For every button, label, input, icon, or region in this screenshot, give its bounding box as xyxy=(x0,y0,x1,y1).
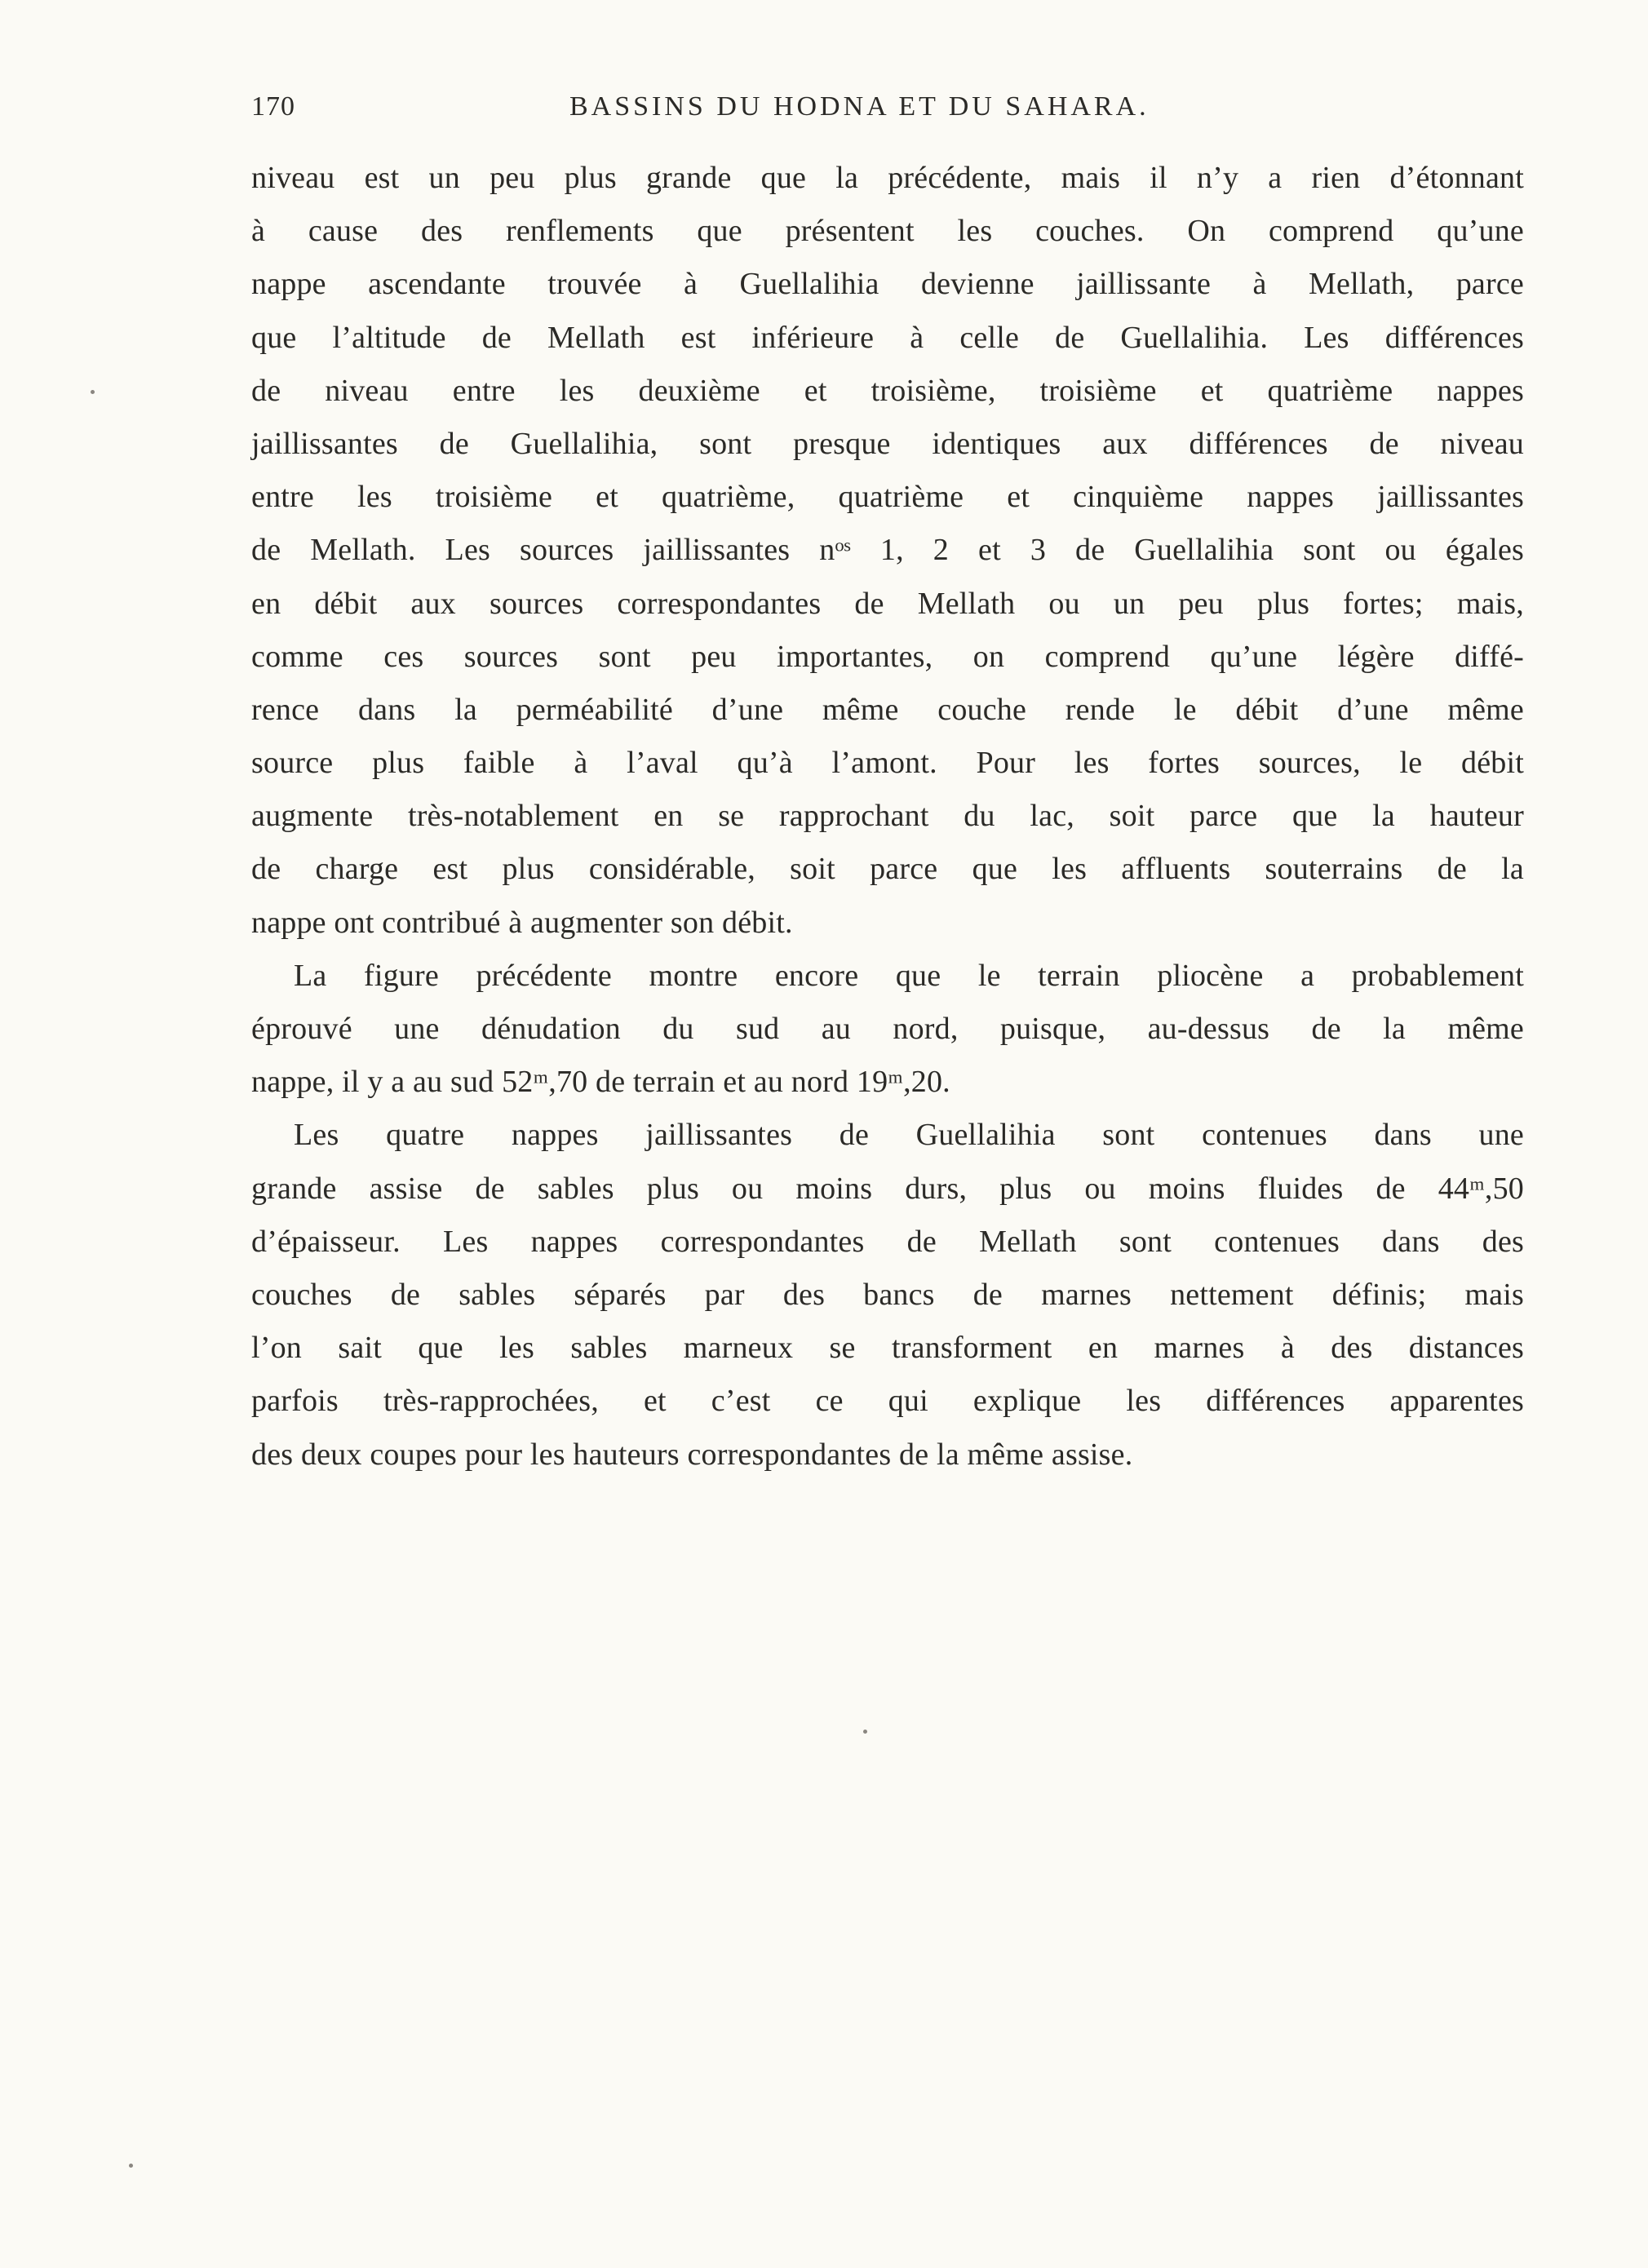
text-line: La figure précédente montre encore que le terrain pliocène a probablement xyxy=(294,958,1524,993)
text-line: niveau est un peu plus grande que la précédente, mais il n’y a rien d’étonnant xyxy=(251,161,1524,195)
text-line: nappe, il y a au sud 52ᵐ,70 de terrain et au nord 19ᵐ,20. xyxy=(251,1065,950,1100)
text-line: l’on sait que les sables marneux se transforment en marnes à des distances xyxy=(251,1331,1524,1366)
print-speck xyxy=(91,390,95,394)
running-title: BASSINS DU HODNA ET DU SAHARA. xyxy=(569,91,1150,122)
text-line: source plus faible à l’aval qu’à l’amont. Pour les fortes sources, le débit xyxy=(251,746,1524,781)
text-line: de niveau entre les deuxième et troisième, troisième et quatrième nappes xyxy=(251,373,1524,408)
body-text xyxy=(251,152,1524,1482)
text-line: d’épaisseur. Les nappes correspondantes de Mellath sont contenues dans des xyxy=(251,1224,1524,1259)
text-line: Les quatre nappes jaillissantes de Guellalihia sont contenues dans une xyxy=(294,1118,1524,1153)
text-line: de charge est plus considérable, soit parce que les affluents souterrains de la xyxy=(251,852,1524,887)
text-line: comme ces sources sont peu importantes, on comprend qu’une légère diffé- xyxy=(251,639,1524,674)
text-line: de Mellath. Les sources jaillissantes nᵒˢ 1, 2 et 3 de Guellalihia sont ou égales xyxy=(251,533,1524,568)
page-number: 170 xyxy=(251,91,295,122)
print-speck xyxy=(863,1730,867,1734)
text-line: à cause des renflements que présentent les couches. On comprend qu’une xyxy=(251,214,1524,249)
text-line: parfois très-rapprochées, et c’est ce qui explique les différences apparentes xyxy=(251,1384,1524,1419)
text-line: jaillissantes de Guellalihia, sont presque identiques aux différences de niveau xyxy=(251,426,1524,461)
text-line: augmente très-notablement en se rapprochant du lac, soit parce que la hauteur xyxy=(251,799,1524,834)
page-header xyxy=(251,91,1528,132)
text-line: couches de sables séparés par des bancs de marnes nettement définis; mais xyxy=(251,1277,1524,1312)
print-speck xyxy=(129,2164,133,2168)
text-line: rence dans la perméabilité d’une même couche rende le débit d’une même xyxy=(251,692,1524,727)
text-line: que l’altitude de Mellath est inférieure à celle de Guellalihia. Les différences xyxy=(251,320,1524,355)
text-line: grande assise de sables plus ou moins durs, plus ou moins fluides de 44ᵐ,50 xyxy=(251,1171,1524,1206)
text-line: nappe ont contribué à augmenter son débit. xyxy=(251,905,793,940)
text-line: éprouvé une dénudation du sud au nord, puisque, au-dessus de la même xyxy=(251,1012,1524,1046)
text-line: en débit aux sources correspondantes de Mellath ou un peu plus fortes; mais, xyxy=(251,586,1524,621)
text-line: nappe ascendante trouvée à Guellalihia devienne jaillissante à Mellath, parce xyxy=(251,267,1524,302)
text-line: des deux coupes pour les hauteurs correspondantes de la même assise. xyxy=(251,1437,1133,1472)
text-line: entre les troisième et quatrième, quatrième et cinquième nappes jaillissantes xyxy=(251,480,1524,515)
